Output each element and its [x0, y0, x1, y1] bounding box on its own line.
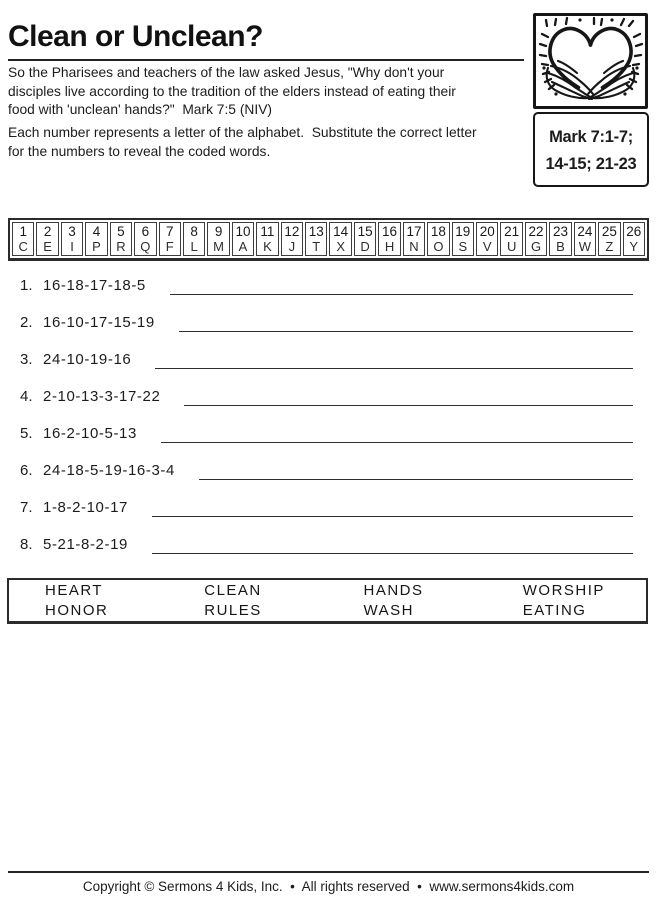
cipher-letter: S	[458, 239, 468, 254]
cipher-letter: O	[433, 239, 444, 254]
cipher-cell	[598, 222, 620, 256]
cipher-cell	[134, 222, 156, 256]
cipher-number: 12	[284, 224, 300, 239]
cipher-number: 15	[357, 224, 373, 239]
answer-blank	[155, 352, 633, 369]
cipher-letter: Z	[605, 239, 614, 254]
puzzle-row	[20, 426, 633, 463]
cipher-letter: V	[482, 239, 492, 254]
intro-line: So the Pharisees and teachers of the law asked Jesus, "Why don't your	[8, 65, 445, 80]
cipher-cell	[12, 222, 34, 256]
instructions-line: for the numbers to reveal the coded words.	[8, 143, 271, 159]
cipher-number: 21	[504, 224, 520, 239]
cipher-cell	[256, 222, 278, 256]
puzzle-number: 4.	[20, 388, 33, 405]
cipher-number: 7	[165, 224, 174, 239]
cipher-cell	[305, 222, 327, 256]
puzzle-number: 2.	[20, 314, 33, 331]
instructions-text	[8, 124, 477, 161]
word-bank	[7, 578, 648, 624]
cipher-key-table	[8, 218, 649, 261]
cipher-number: 18	[430, 224, 446, 239]
puzzle-code: 16-10-17-15-19	[43, 314, 155, 331]
cipher-number: 17	[406, 224, 422, 239]
word-bank-item: WASH	[363, 601, 414, 619]
answer-blank	[199, 463, 633, 480]
cipher-number: 9	[214, 224, 223, 239]
cipher-letter: W	[578, 239, 592, 254]
cipher-cell	[476, 222, 498, 256]
puzzle-row	[20, 463, 633, 500]
page-title: Clean or Unclean?	[8, 20, 263, 53]
cipher-letter: G	[531, 239, 542, 254]
answer-blank	[170, 278, 633, 295]
cipher-letter: M	[213, 239, 224, 254]
puzzle-code: 1-8-2-10-17	[43, 499, 128, 516]
cipher-cell	[329, 222, 351, 256]
cipher-letter: Y	[629, 239, 639, 254]
scripture-line: 14-15; 21-23	[545, 155, 637, 173]
puzzle-code: 2-10-13-3-17-22	[43, 388, 161, 405]
answer-blank	[184, 389, 633, 406]
cipher-letter: N	[409, 239, 419, 254]
cipher-number: 10	[235, 224, 251, 239]
cipher-letter: C	[18, 239, 28, 254]
word-bank-item: RULES	[204, 601, 262, 619]
answer-blank	[161, 426, 633, 443]
instructions-line: Each number represents a letter of the alphabet. Substitute the correct letter	[8, 125, 477, 140]
puzzle-number: 1.	[20, 277, 33, 294]
puzzle-list	[20, 278, 633, 574]
puzzle-code: 24-10-19-16	[43, 351, 132, 368]
cipher-cell	[427, 222, 449, 256]
cipher-letter: P	[92, 239, 101, 254]
puzzle-row	[20, 352, 633, 389]
word-bank-item: CLEAN	[204, 581, 262, 599]
puzzle-code: 24-18-5-19-16-3-4	[43, 462, 175, 479]
cipher-cell	[207, 222, 229, 256]
cipher-letter: A	[238, 239, 248, 254]
title-divider	[8, 59, 524, 61]
cipher-number: 13	[308, 224, 324, 239]
puzzle-code: 16-2-10-5-13	[43, 425, 137, 442]
cipher-number: 25	[601, 224, 617, 239]
cipher-number: 26	[626, 224, 642, 239]
cipher-number: 22	[528, 224, 544, 239]
footer-text: Copyright © Sermons 4 Kids, Inc. • All rights reserved • www.sermons4kids.com	[82, 879, 575, 894]
cipher-cell	[61, 222, 83, 256]
puzzle-number: 7.	[20, 499, 33, 516]
cipher-cell	[452, 222, 474, 256]
cipher-number: 3	[68, 224, 76, 239]
cipher-number: 11	[260, 224, 275, 239]
cipher-number: 2	[43, 224, 52, 239]
puzzle-row	[20, 389, 633, 426]
cipher-letter: F	[165, 239, 174, 254]
cipher-letter: H	[384, 239, 395, 254]
cipher-number: 23	[552, 224, 568, 239]
puzzle-code: 5-21-8-2-19	[43, 536, 128, 553]
cipher-letter: D	[360, 239, 370, 254]
cipher-number: 19	[455, 224, 471, 239]
cipher-letter: E	[43, 239, 52, 254]
cipher-letter: U	[506, 239, 517, 254]
puzzle-row	[20, 315, 633, 352]
answer-blank	[179, 315, 633, 332]
cipher-cell	[378, 222, 400, 256]
word-bank-item: HEART	[45, 581, 104, 599]
answer-blank	[152, 500, 633, 517]
cipher-number: 1	[19, 224, 27, 239]
cipher-number: 8	[190, 224, 198, 239]
cipher-letter: L	[190, 239, 198, 254]
puzzle-code: 16-18-17-18-5	[43, 277, 146, 294]
cipher-number: 24	[577, 224, 593, 239]
word-bank-item: WORSHIP	[522, 581, 605, 599]
puzzle-number: 8.	[20, 536, 33, 553]
cipher-letter: T	[312, 239, 321, 254]
cipher-letter: Q	[140, 239, 151, 254]
cipher-cell	[36, 222, 58, 256]
cipher-letter: J	[288, 239, 296, 254]
puzzle-number: 3.	[20, 351, 33, 368]
cipher-letter: K	[263, 239, 272, 254]
cipher-number: 6	[141, 224, 150, 239]
cipher-cell	[574, 222, 596, 256]
cipher-cell	[232, 222, 254, 256]
cipher-cell	[85, 222, 107, 256]
scripture-line: Mark 7:1-7;	[549, 128, 633, 146]
cipher-number: 14	[333, 224, 349, 239]
puzzle-number: 5.	[20, 425, 33, 442]
footer-divider	[8, 871, 649, 873]
cipher-cell	[354, 222, 376, 256]
scripture-reference-box	[533, 112, 649, 187]
cipher-number: 16	[382, 224, 398, 239]
intro-line: disciples live according to the tradition of the elders instead of eating their	[8, 83, 456, 99]
cipher-cell	[183, 222, 205, 256]
cipher-cell	[110, 222, 132, 256]
heart-in-hands-icon	[533, 13, 648, 109]
puzzle-row	[20, 278, 633, 315]
word-bank-item: HONOR	[45, 601, 109, 619]
intro-line: food with 'unclean' hands?" Mark 7:5 (NIV)	[8, 102, 273, 117]
word-bank-item: EATING	[522, 601, 587, 619]
puzzle-row	[20, 537, 633, 574]
cipher-letter: B	[556, 239, 565, 254]
cipher-number: 4	[92, 224, 101, 239]
cipher-letter: I	[70, 239, 74, 254]
cipher-cell	[525, 222, 547, 256]
puzzle-row	[20, 500, 633, 537]
cipher-letter: X	[336, 239, 346, 254]
word-bank-item: HANDS	[363, 581, 424, 599]
cipher-number: 5	[117, 224, 125, 239]
cipher-cell	[500, 222, 522, 256]
puzzle-number: 6.	[20, 462, 33, 479]
cipher-letter: R	[116, 239, 126, 254]
answer-blank	[152, 537, 633, 554]
cipher-cell	[403, 222, 425, 256]
cipher-cell	[623, 222, 645, 256]
cipher-cell	[549, 222, 571, 256]
cipher-number: 20	[479, 224, 495, 239]
intro-text	[8, 64, 456, 120]
cipher-cell	[159, 222, 181, 256]
cipher-cell	[281, 222, 303, 256]
